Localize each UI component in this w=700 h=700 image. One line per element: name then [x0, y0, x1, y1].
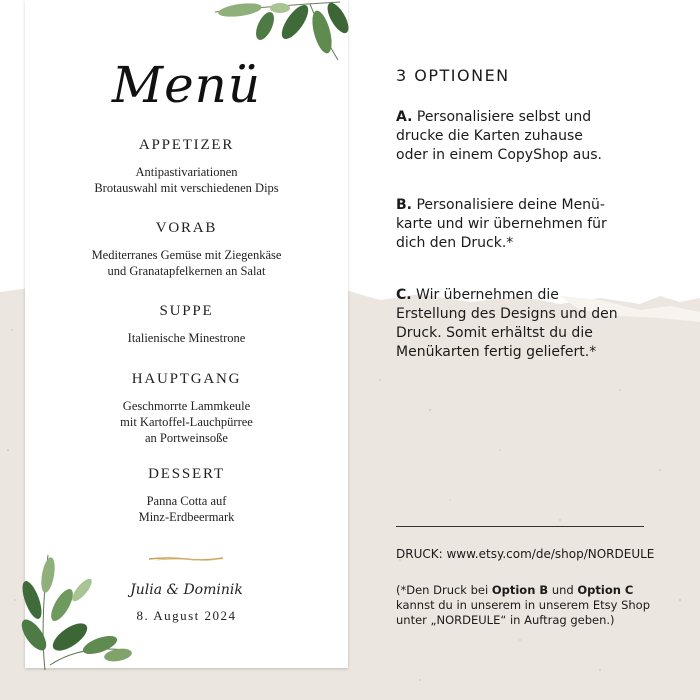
option-letter: A.	[396, 109, 413, 125]
note-bold: Option C	[577, 583, 634, 597]
leaves-top-decoration	[210, 0, 350, 70]
note-line: unter „NORDEULE“ in Auftrag geben.)	[396, 613, 615, 627]
course-line: Brotauswahl mit verschiedenen Dips	[94, 181, 279, 195]
course-title: APPETIZER	[138, 137, 235, 153]
course-line: an Portweinsoße	[145, 431, 228, 445]
leaves-bottom-decoration	[20, 545, 135, 670]
option-letter: B.	[396, 197, 412, 213]
note-bold: Option B	[491, 583, 549, 597]
option-line: Druck. Somit erhältst du die	[396, 325, 593, 341]
options-heading: 3 OPTIONEN	[396, 66, 510, 85]
option-line: Personalisiere deine Menü-	[416, 197, 605, 213]
course-title: VORAB	[155, 220, 218, 236]
course-line: Panna Cotta auf	[146, 494, 227, 508]
course-suppe	[25, 303, 348, 346]
option-line: dich den Druck.*	[396, 235, 514, 251]
course-appetizer	[25, 137, 348, 196]
course-line: Geschmorrte Lammkeule	[122, 399, 251, 413]
course-hauptgang	[25, 371, 348, 446]
course-title: HAUPTGANG	[131, 371, 242, 387]
option-line: Erstellung des Designs und den	[396, 306, 618, 322]
note-text: (*Den Druck bei	[396, 583, 492, 597]
option-a	[396, 108, 686, 165]
course-vorab	[25, 220, 348, 279]
print-shop-link[interactable]: DRUCK: www.etsy.com/de/shop/NORDEULE	[396, 547, 655, 561]
option-line: Personalisiere selbst und	[416, 109, 592, 125]
option-line: drucke die Karten zuhause	[396, 128, 583, 144]
event-date: 8. August 2024	[136, 608, 237, 623]
option-line: Menükarten fertig geliefert.*	[396, 344, 597, 360]
note-text: und	[548, 583, 578, 597]
option-c	[396, 286, 686, 362]
option-line: karte und wir übernehmen für	[396, 216, 607, 232]
couple-names: Julia & Dominik	[130, 582, 243, 598]
gold-divider	[147, 556, 225, 562]
course-dessert	[25, 466, 348, 525]
course-line: und Granatapfelkernen an Salat	[107, 264, 266, 278]
option-line: oder in einem CopyShop aus.	[396, 147, 602, 163]
note-line: kannst du in unserem in unserem Etsy Shop	[396, 598, 651, 612]
course-line: Minz-Erdbeermark	[138, 510, 235, 524]
course-line: Antipastivariationen	[135, 165, 238, 179]
option-b	[396, 196, 686, 253]
course-line: mit Kartoffel-Lauchpürree	[120, 415, 253, 429]
print-note	[396, 583, 686, 628]
course-line: Italienische Minestrone	[127, 331, 246, 345]
course-line: Mediterranes Gemüse mit Ziegenkäse	[91, 248, 282, 262]
option-line: Wir übernehmen die	[416, 287, 559, 303]
course-title: DESSERT	[148, 466, 225, 482]
divider-line	[396, 526, 644, 527]
menu-title: Menü	[111, 56, 262, 114]
option-letter: C.	[396, 287, 412, 303]
course-title: SUPPE	[159, 303, 214, 319]
